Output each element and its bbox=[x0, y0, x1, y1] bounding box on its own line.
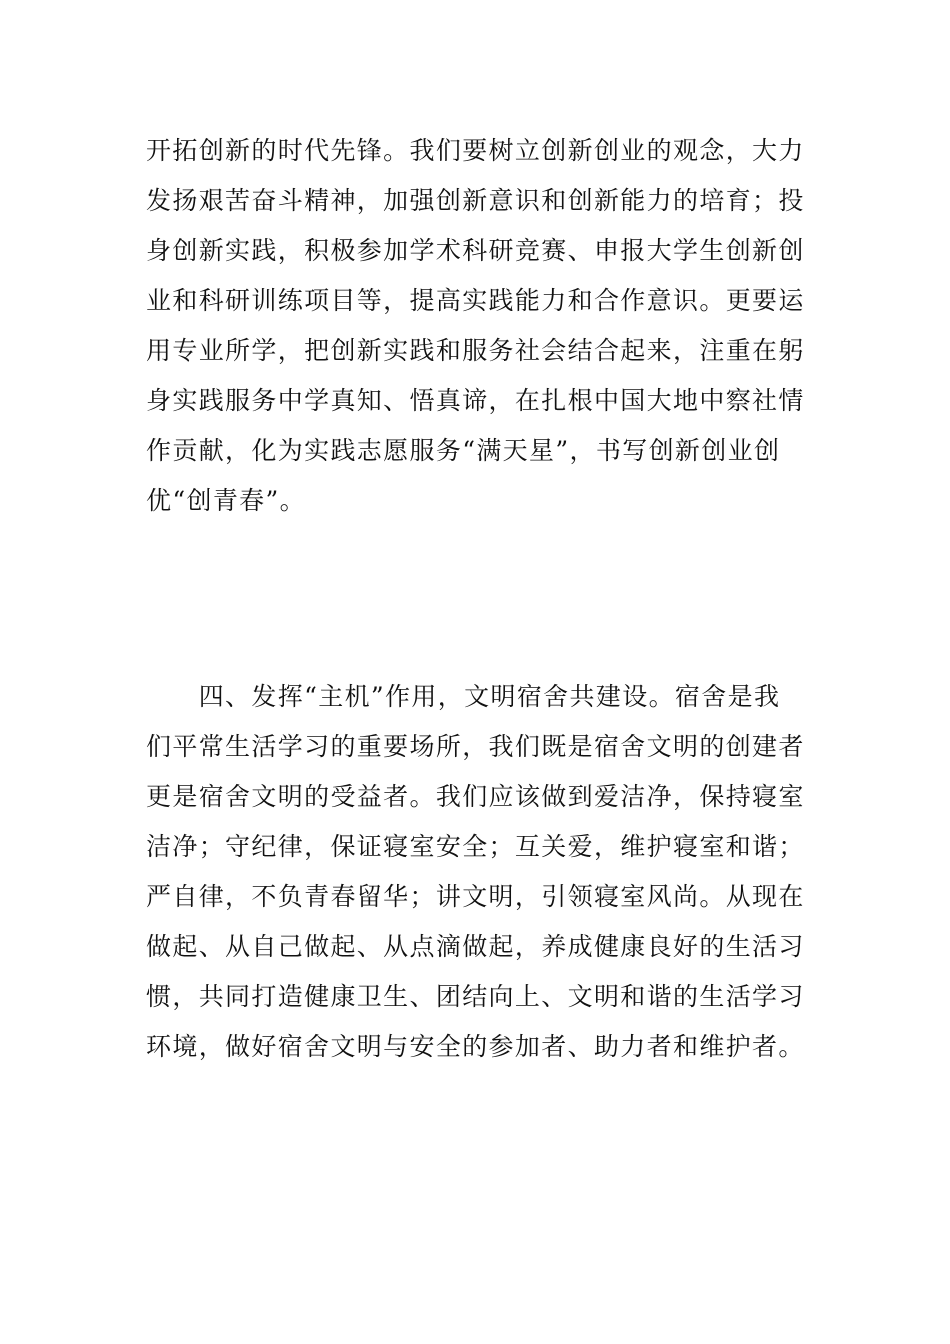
text-line: 身创新实践，积极参加学术科研竞赛、申报大学生创新创 bbox=[146, 236, 805, 265]
paragraph-dormitory bbox=[146, 672, 808, 1072]
text-line: 身实践服务中学真知、悟真谛，在扎根中国大地中察社情 bbox=[146, 386, 805, 415]
text-line: 作贡献，化为实践志愿服务“满天星”，书写创新创业创 bbox=[146, 436, 781, 465]
text-line: 优“创青春”。 bbox=[146, 486, 307, 515]
text-line: 惯，共同打造健康卫生、团结向上、文明和谐的生活学习 bbox=[146, 982, 805, 1011]
text-line: 业和科研训练项目等，提高实践能力和合作意识。更要运 bbox=[146, 286, 805, 315]
text-line: 四、发挥“主机”作用，文明宿舍共建设。宿舍是我 bbox=[146, 682, 781, 711]
paragraph-innovation bbox=[146, 126, 808, 526]
text-line: 发扬艰苦奋斗精神，加强创新意识和创新能力的培育；投 bbox=[146, 186, 805, 215]
text-line: 洁净；守纪律，保证寝室安全；互关爱，维护寝室和谐； bbox=[146, 832, 805, 861]
text-line: 环境，做好宿舍文明与安全的参加者、助力者和维护者。 bbox=[146, 1032, 805, 1061]
text-line: 用专业所学，把创新实践和服务社会结合起来，注重在躬 bbox=[146, 336, 805, 365]
text-line: 们平常生活学习的重要场所，我们既是宿舍文明的创建者 bbox=[146, 732, 805, 761]
text-line: 做起、从自己做起、从点滴做起，养成健康良好的生活习 bbox=[146, 932, 805, 961]
text-line: 更是宿舍文明的受益者。我们应该做到爱洁净，保持寝室 bbox=[146, 782, 805, 811]
text-line: 开拓创新的时代先锋。我们要树立创新创业的观念，大力 bbox=[146, 136, 805, 165]
text-line: 严自律，不负青春留华；讲文明，引领寝室风尚。从现在 bbox=[146, 882, 805, 911]
